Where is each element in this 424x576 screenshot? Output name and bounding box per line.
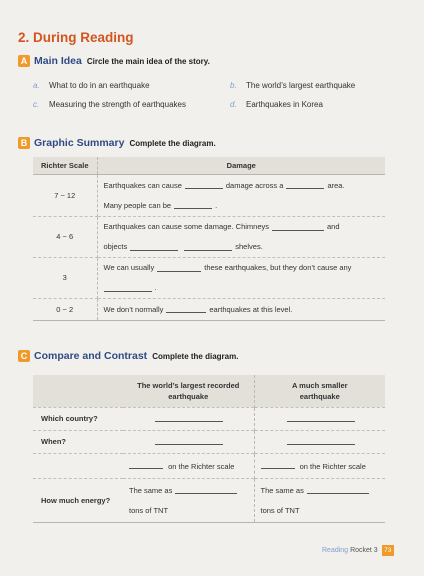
damage-text: objects [103,242,128,251]
answer-blank[interactable] [184,243,232,251]
damage-text: Many people can be [103,200,172,210]
answer-blank[interactable] [129,461,163,469]
cell-when-smaller [254,430,385,453]
summary-row-0-2 [33,298,385,320]
compare-table [33,375,385,523]
tnt-text: tons of TNT [129,505,169,515]
section-a-header [18,55,210,67]
answer-blank[interactable] [287,414,355,422]
header-smaller-text: A much smaller earthquake [291,380,348,401]
option-b-letter: b. [230,81,237,90]
answer-blank[interactable] [175,486,237,494]
option-a-text: What to do in an earthquake [49,81,150,90]
section-c-instruction: Complete the diagram. [152,351,239,361]
damage-text: shelves. [235,242,263,251]
answer-blank[interactable] [261,461,295,469]
answer-blank[interactable] [174,201,212,209]
answer-blank[interactable] [155,437,223,445]
section-b-instruction: Complete the diagram. [129,138,216,148]
option-d-text: Earthquakes in Korea [246,100,323,109]
label-when: When? [33,430,123,453]
footer-series: Rocket 3 [350,547,378,554]
cell-country-smaller [254,407,385,430]
damage-text: these earthquakes, but they don’t cause any [204,263,352,272]
cell-country-largest [123,407,254,430]
section-c-badge: C [18,350,30,362]
answer-blank[interactable] [185,181,223,189]
damage-cell [97,298,385,320]
scale-cell: 7 ~ 12 [33,174,97,216]
page-number: 73 [382,545,394,556]
page-footer [322,545,394,556]
label-strength [33,453,123,478]
tnt-text: tons of TNT [260,505,300,515]
section-b-header [18,137,216,149]
scale-cell: 0 ~ 2 [33,298,97,320]
row-country [33,407,385,430]
page-title: 2. During Reading [18,30,134,45]
option-a-letter: a. [33,81,40,90]
same-as-text: The same as [129,485,173,495]
option-b[interactable] [230,81,355,90]
answer-blank[interactable] [157,264,201,272]
summary-row-7-12 [33,174,385,216]
summary-row-4-6 [33,216,385,257]
graphic-summary-table [33,157,385,321]
answer-blank[interactable] [166,305,206,313]
summary-row-3 [33,257,385,298]
answer-blank[interactable] [272,223,324,231]
header-largest-text: The world’s largest recorded earthquake [137,380,240,401]
header-damage: Damage [97,157,385,174]
label-energy: How much energy? [33,478,123,522]
scale-cell: 4 ~ 6 [33,216,97,257]
option-d-letter: d. [230,100,237,109]
row-strength [33,453,385,478]
damage-text: We don’t normally [103,304,164,314]
damage-text: . [215,200,218,210]
answer-blank[interactable] [286,181,324,189]
label-country: Which country? [33,407,123,430]
option-c[interactable] [33,100,186,109]
section-c-header [18,350,238,362]
damage-text: damage across a [225,180,284,190]
answer-blank[interactable] [104,284,152,292]
option-c-letter: c. [33,100,40,109]
option-d[interactable] [230,100,323,109]
cell-energy-largest [123,478,254,522]
option-a[interactable] [33,81,150,90]
answer-blank[interactable] [130,243,178,251]
compare-corner [33,375,123,407]
answer-blank[interactable] [155,414,223,422]
damage-text: We can usually [103,263,155,272]
damage-text: and [327,222,340,231]
section-c-name: Compare and Contrast [34,350,148,362]
richter-text: on the Richter scale [299,461,366,471]
scale-cell: 3 [33,257,97,298]
damage-text: Earthquakes can cause [103,180,182,190]
cell-when-largest [123,430,254,453]
damage-cell [97,257,385,298]
damage-cell [97,216,385,257]
compare-header-row [33,375,385,407]
cell-energy-smaller [254,478,385,522]
header-richter-scale: Richter Scale [33,157,97,174]
section-b-name: Graphic Summary [34,137,125,149]
section-a-name: Main Idea [34,55,82,67]
damage-text: . [154,283,157,292]
richter-text: on the Richter scale [168,461,235,471]
option-c-text: Measuring the strength of earthquakes [49,100,186,109]
header-largest-earthquake [123,375,254,407]
section-b-badge: B [18,137,30,149]
header-smaller-earthquake [254,375,385,407]
section-a-badge: A [18,55,30,67]
summary-header-row [33,157,385,174]
damage-text: area. [327,180,345,190]
same-as-text: The same as [260,485,304,495]
row-when [33,430,385,453]
section-a-instruction: Circle the main idea of the story. [86,56,210,66]
cell-strength-smaller [254,453,385,478]
damage-cell [97,174,385,216]
row-energy [33,478,385,522]
answer-blank[interactable] [287,437,355,445]
footer-book-title: Reading [322,547,349,554]
cell-strength-largest [123,453,254,478]
damage-text: earthquakes at this level. [209,304,293,314]
answer-blank[interactable] [307,486,369,494]
damage-text: Earthquakes can cause some damage. Chimneys [103,222,270,231]
option-b-text: The world’s largest earthquake [246,81,356,90]
